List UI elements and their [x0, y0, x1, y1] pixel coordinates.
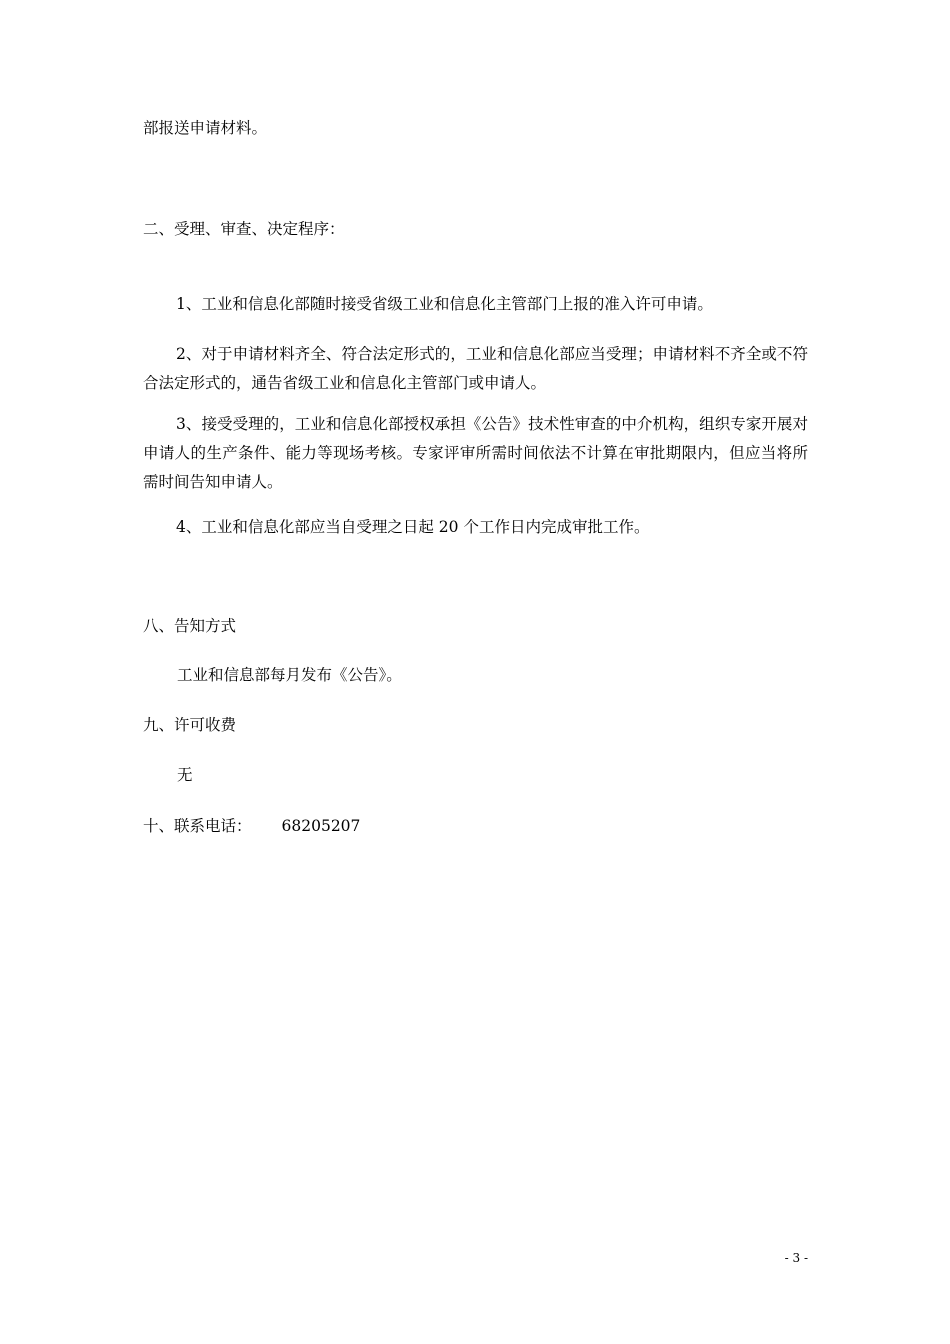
continuation-text: 部报送申请材料。 [143, 119, 268, 137]
contact-phone-number: 68205207 [281, 817, 361, 835]
section-eight-body: 工业和信息部每月发布《公告》。 [177, 666, 402, 684]
contact-phone-label: 十、联系电话： [143, 817, 252, 835]
section-eight-heading: 八、告知方式 [143, 617, 237, 635]
section-two-item-1: 1、工业和信息化部随时接受省级工业和信息化主管部门上报的准入许可申请。 [176, 295, 713, 313]
section-two-item-3: 3、接受受理的，工业和信息化部授权承担《公告》技术性审查的中介机构，组织专家开展对申请人的生产条件、能力等现场考核。专家评审所需时间依法不计算在审批期限内，但应当将所需时间告知申请人。 [143, 415, 808, 491]
page-number: - 3 - [784, 1251, 808, 1265]
section-nine-body: 无 [177, 766, 193, 784]
section-nine-heading: 九、许可收费 [143, 716, 237, 734]
section-two-heading: 二、受理、审查、决定程序： [143, 220, 345, 238]
section-two-item-2: 2、对于申请材料齐全、符合法定形式的，工业和信息化部应当受理；申请材料不齐全或不符合法定形式的，通告省级工业和信息化主管部门或申请人。 [143, 345, 808, 392]
section-two-item-4: 4、工业和信息化部应当自受理之日起 20 个工作日内完成审批工作。 [176, 518, 650, 536]
section-ten-contact [143, 815, 808, 838]
